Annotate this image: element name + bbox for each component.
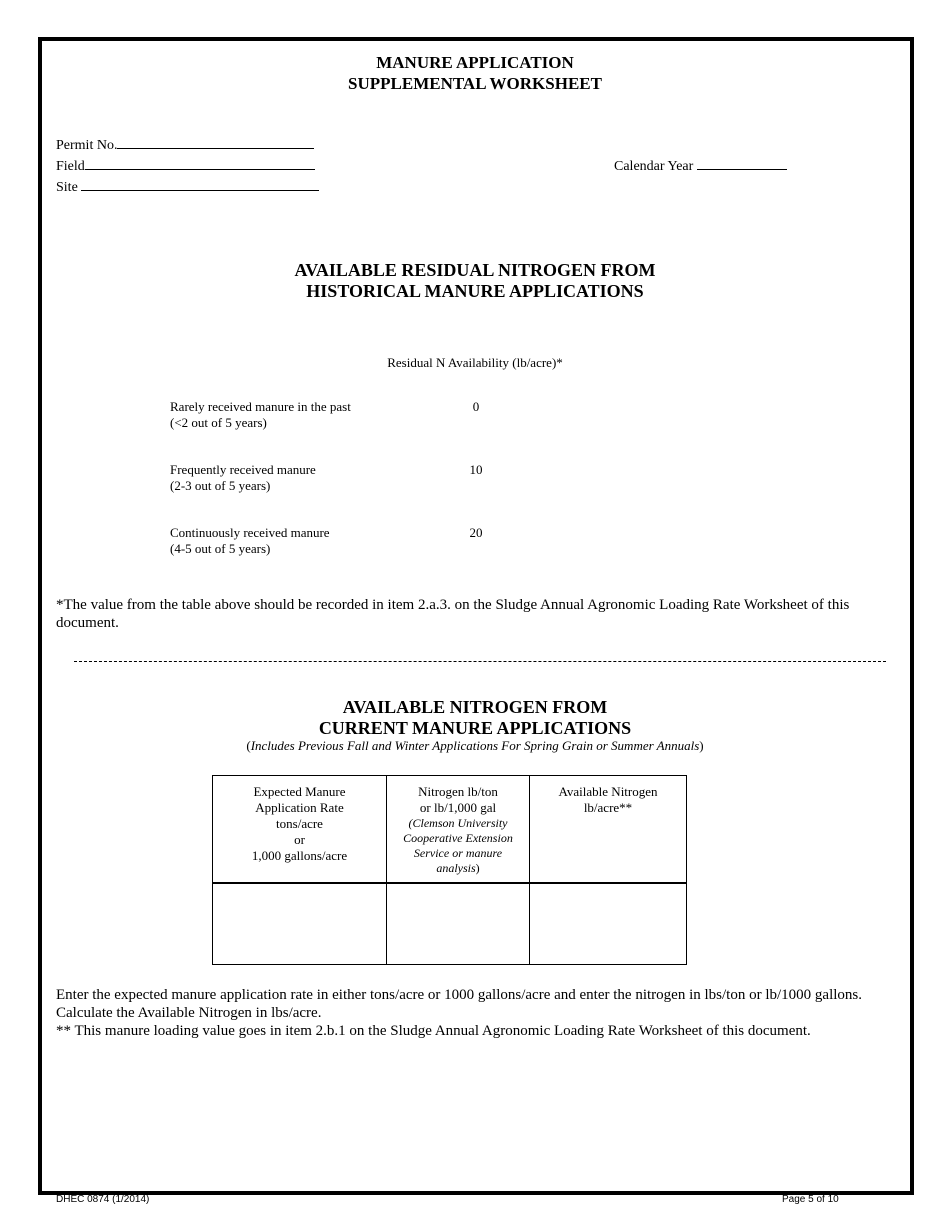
site-input-line[interactable] [81, 178, 319, 191]
section-divider [74, 661, 886, 662]
row-label: Continuously received manure [170, 525, 330, 540]
instruction-line: Enter the expected manure application rate in either tons/acre or 1000 gallons/acre and enter the nitrogen in lbs/ton or lb/1000 gallons. [56, 987, 862, 1003]
col1-line: Expected Manure [253, 784, 346, 799]
current-title-line1: AVAILABLE NITROGEN FROM [342, 697, 608, 717]
application-rate-input[interactable] [213, 883, 387, 965]
col1-line: Application Rate [255, 800, 344, 815]
col2-italic-line: (Clemson University [408, 816, 508, 830]
available-nitrogen-input[interactable] [530, 883, 687, 965]
field-input-line[interactable] [85, 157, 315, 170]
residual-row-frequently [170, 462, 316, 494]
col3-line: Available Nitrogen [558, 784, 658, 799]
current-instructions [56, 986, 916, 1040]
row-label: Frequently received manure [170, 462, 316, 477]
current-subtitle-text: Includes Previous Fall and Winter Applications For Spring Grain or Summer Annuals [250, 738, 700, 753]
residual-value-rarely: 0 [472, 399, 480, 414]
col2-line: Nitrogen lb/ton [418, 784, 498, 799]
instruction-line: ** This manure loading value goes in item 2.b.1 on the Sludge Annual Agronomic Loading Rate Worksheet of this document. [56, 1023, 811, 1039]
row-sublabel: (<2 out of 5 years) [170, 415, 267, 430]
col3-line: lb/acre** [583, 800, 633, 815]
calendar-year-input-line[interactable] [697, 157, 787, 170]
col1-line: 1,000 gallons/acre [251, 848, 348, 863]
field-label: Field [56, 159, 85, 174]
residual-footnote: *The value from the table above should be recorded in item 2.a.3. on the Sludge Annual Agronomic Loading Rate Worksheet of this document. [56, 597, 850, 631]
instruction-line: Calculate the Available Nitrogen in lbs/acre. [56, 1005, 322, 1021]
site-field[interactable] [56, 178, 319, 196]
current-subtitle: (Includes Previous Fall and Winter Applications For Spring Grain or Summer Annuals) [246, 738, 704, 753]
row-sublabel: (2-3 out of 5 years) [170, 478, 271, 493]
row-label: Rarely received manure in the past [170, 399, 351, 414]
field-field[interactable] [56, 157, 315, 175]
header-available-nitrogen [530, 776, 687, 884]
col1-line: tons/acre [276, 816, 323, 831]
residual-row-continuously [170, 525, 330, 557]
nitrogen-table [212, 775, 687, 965]
col2-italic-line: Service or manure [413, 846, 503, 860]
permit-label: Permit No. [56, 138, 118, 153]
worksheet-title-line2: SUPPLEMENTAL WORKSHEET [348, 74, 602, 93]
calendar-year-label: Calendar Year [614, 159, 694, 174]
nitrogen-rate-input[interactable] [387, 883, 530, 965]
row-sublabel: (4-5 out of 5 years) [170, 541, 271, 556]
residual-title-line1: AVAILABLE RESIDUAL NITROGEN FROM [294, 260, 656, 280]
col2-italic-line: Cooperative Extension [403, 831, 513, 845]
col1-line: or [294, 832, 305, 847]
form-id: DHEC 0874 (1/2014) [56, 1194, 150, 1205]
residual-title-line2: HISTORICAL MANURE APPLICATIONS [306, 281, 644, 301]
residual-value-frequently: 10 [469, 462, 483, 477]
residual-row-rarely [170, 399, 351, 431]
permit-field[interactable] [56, 136, 314, 154]
col2-line: or lb/1,000 gal [419, 800, 497, 815]
header-application-rate [213, 776, 387, 884]
residual-value-continuously: 20 [469, 525, 483, 540]
permit-input-line[interactable] [117, 136, 314, 149]
worksheet-title-line1: MANURE APPLICATION [376, 53, 574, 72]
page-number: Page 5 of 10 [782, 1194, 839, 1205]
header-nitrogen-rate [387, 776, 530, 884]
residual-column-header: Residual N Availability (lb/acre)* [387, 355, 563, 370]
calendar-year-field[interactable] [614, 157, 787, 175]
site-label: Site [56, 180, 78, 195]
current-title-line2: CURRENT MANURE APPLICATIONS [318, 718, 632, 738]
col2-italic-line: analysis) [436, 861, 480, 875]
